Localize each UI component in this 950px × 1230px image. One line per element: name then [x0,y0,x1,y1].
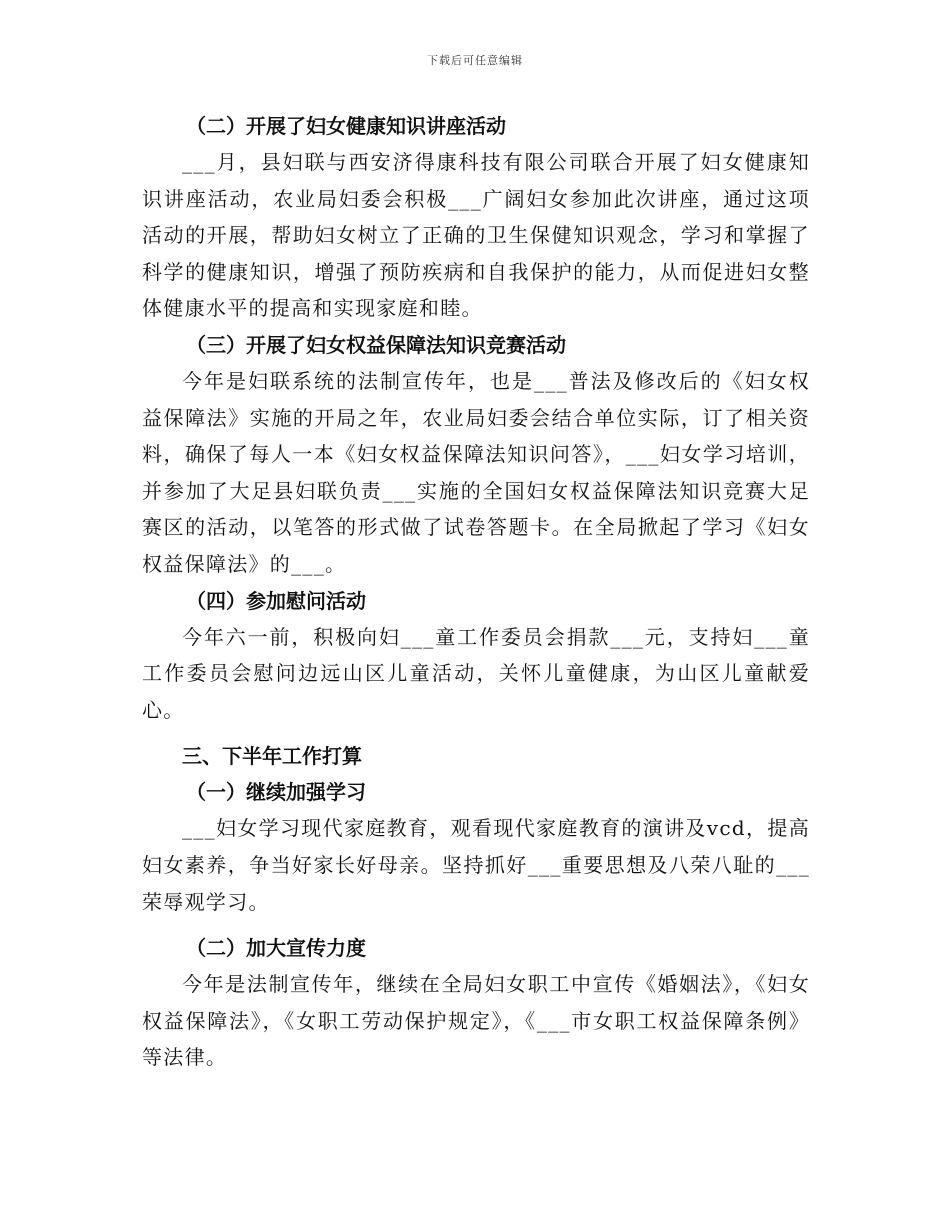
section-heading-plan: 三、下半年工作打算 [182,744,362,769]
paragraph-condolence: 今年六一前，积极向妇___童工作委员会捐款___元，支持妇___童工作委员会慰问边远山区儿童活动，关怀儿童健康，为山区儿童献爱心。 [142,624,810,722]
heading-rights-contest: （三）开展了妇女权益保障法知识竞赛活动 [186,332,566,357]
heading-condolence: （四）参加慰问活动 [186,588,366,613]
page-header: 下载后可任意编辑 [427,54,523,67]
heading-health-lecture: （二）开展了妇女健康知识讲座活动 [186,114,506,138]
document-body [142,108,810,1076]
paragraph-health-lecture: ___月，县妇联与西安济得康科技有限公司联合开展了妇女健康知识讲座活动，农业局妇委会积极___广阔妇女参加此次讲座，通过这项活动的开展，帮助妇女树立了正确的卫生保健知识观念，学习和掌握了科学的健康知识，增强了预防疾病和自我保护的能力，从而促进妇女整体健康水平的提高和实现家庭和睦。 [142,150,810,321]
heading-publicity: （二）加大宣传力度 [186,936,366,961]
paragraph-publicity: 今年是法制宣传年，继续在全局妇女职工中宣传《婚姻法》，《妇女权益保障法》，《女职工劳动保护规定》，《___市女职工权益保障条例》等法律。 [142,972,810,1070]
paragraph-rights-contest: 今年是妇联系统的法制宣传年，也是___普法及修改后的《妇女权益保障法》实施的开局之年，农业局妇委会结合单位实际，订了相关资料，确保了每人一本《妇女权益保障法知识问答》，___妇女学习培训，并参加了大足县妇联负责___实施的全国妇女权益保障法知识竞赛大足赛区的活动，以笔答的形式做了试卷答题卡。在全局掀起了学习《妇女权益保障法》的___。 [142,368,810,576]
heading-study: （一）继续加强学习 [186,780,366,805]
paragraph-study: ___妇女学习现代家庭教育，观看现代家庭教育的演讲及vcd，提高妇女素养，争当好家长好母亲。坚持抓好___重要思想及八荣八耻的___荣辱观学习。 [142,816,810,914]
